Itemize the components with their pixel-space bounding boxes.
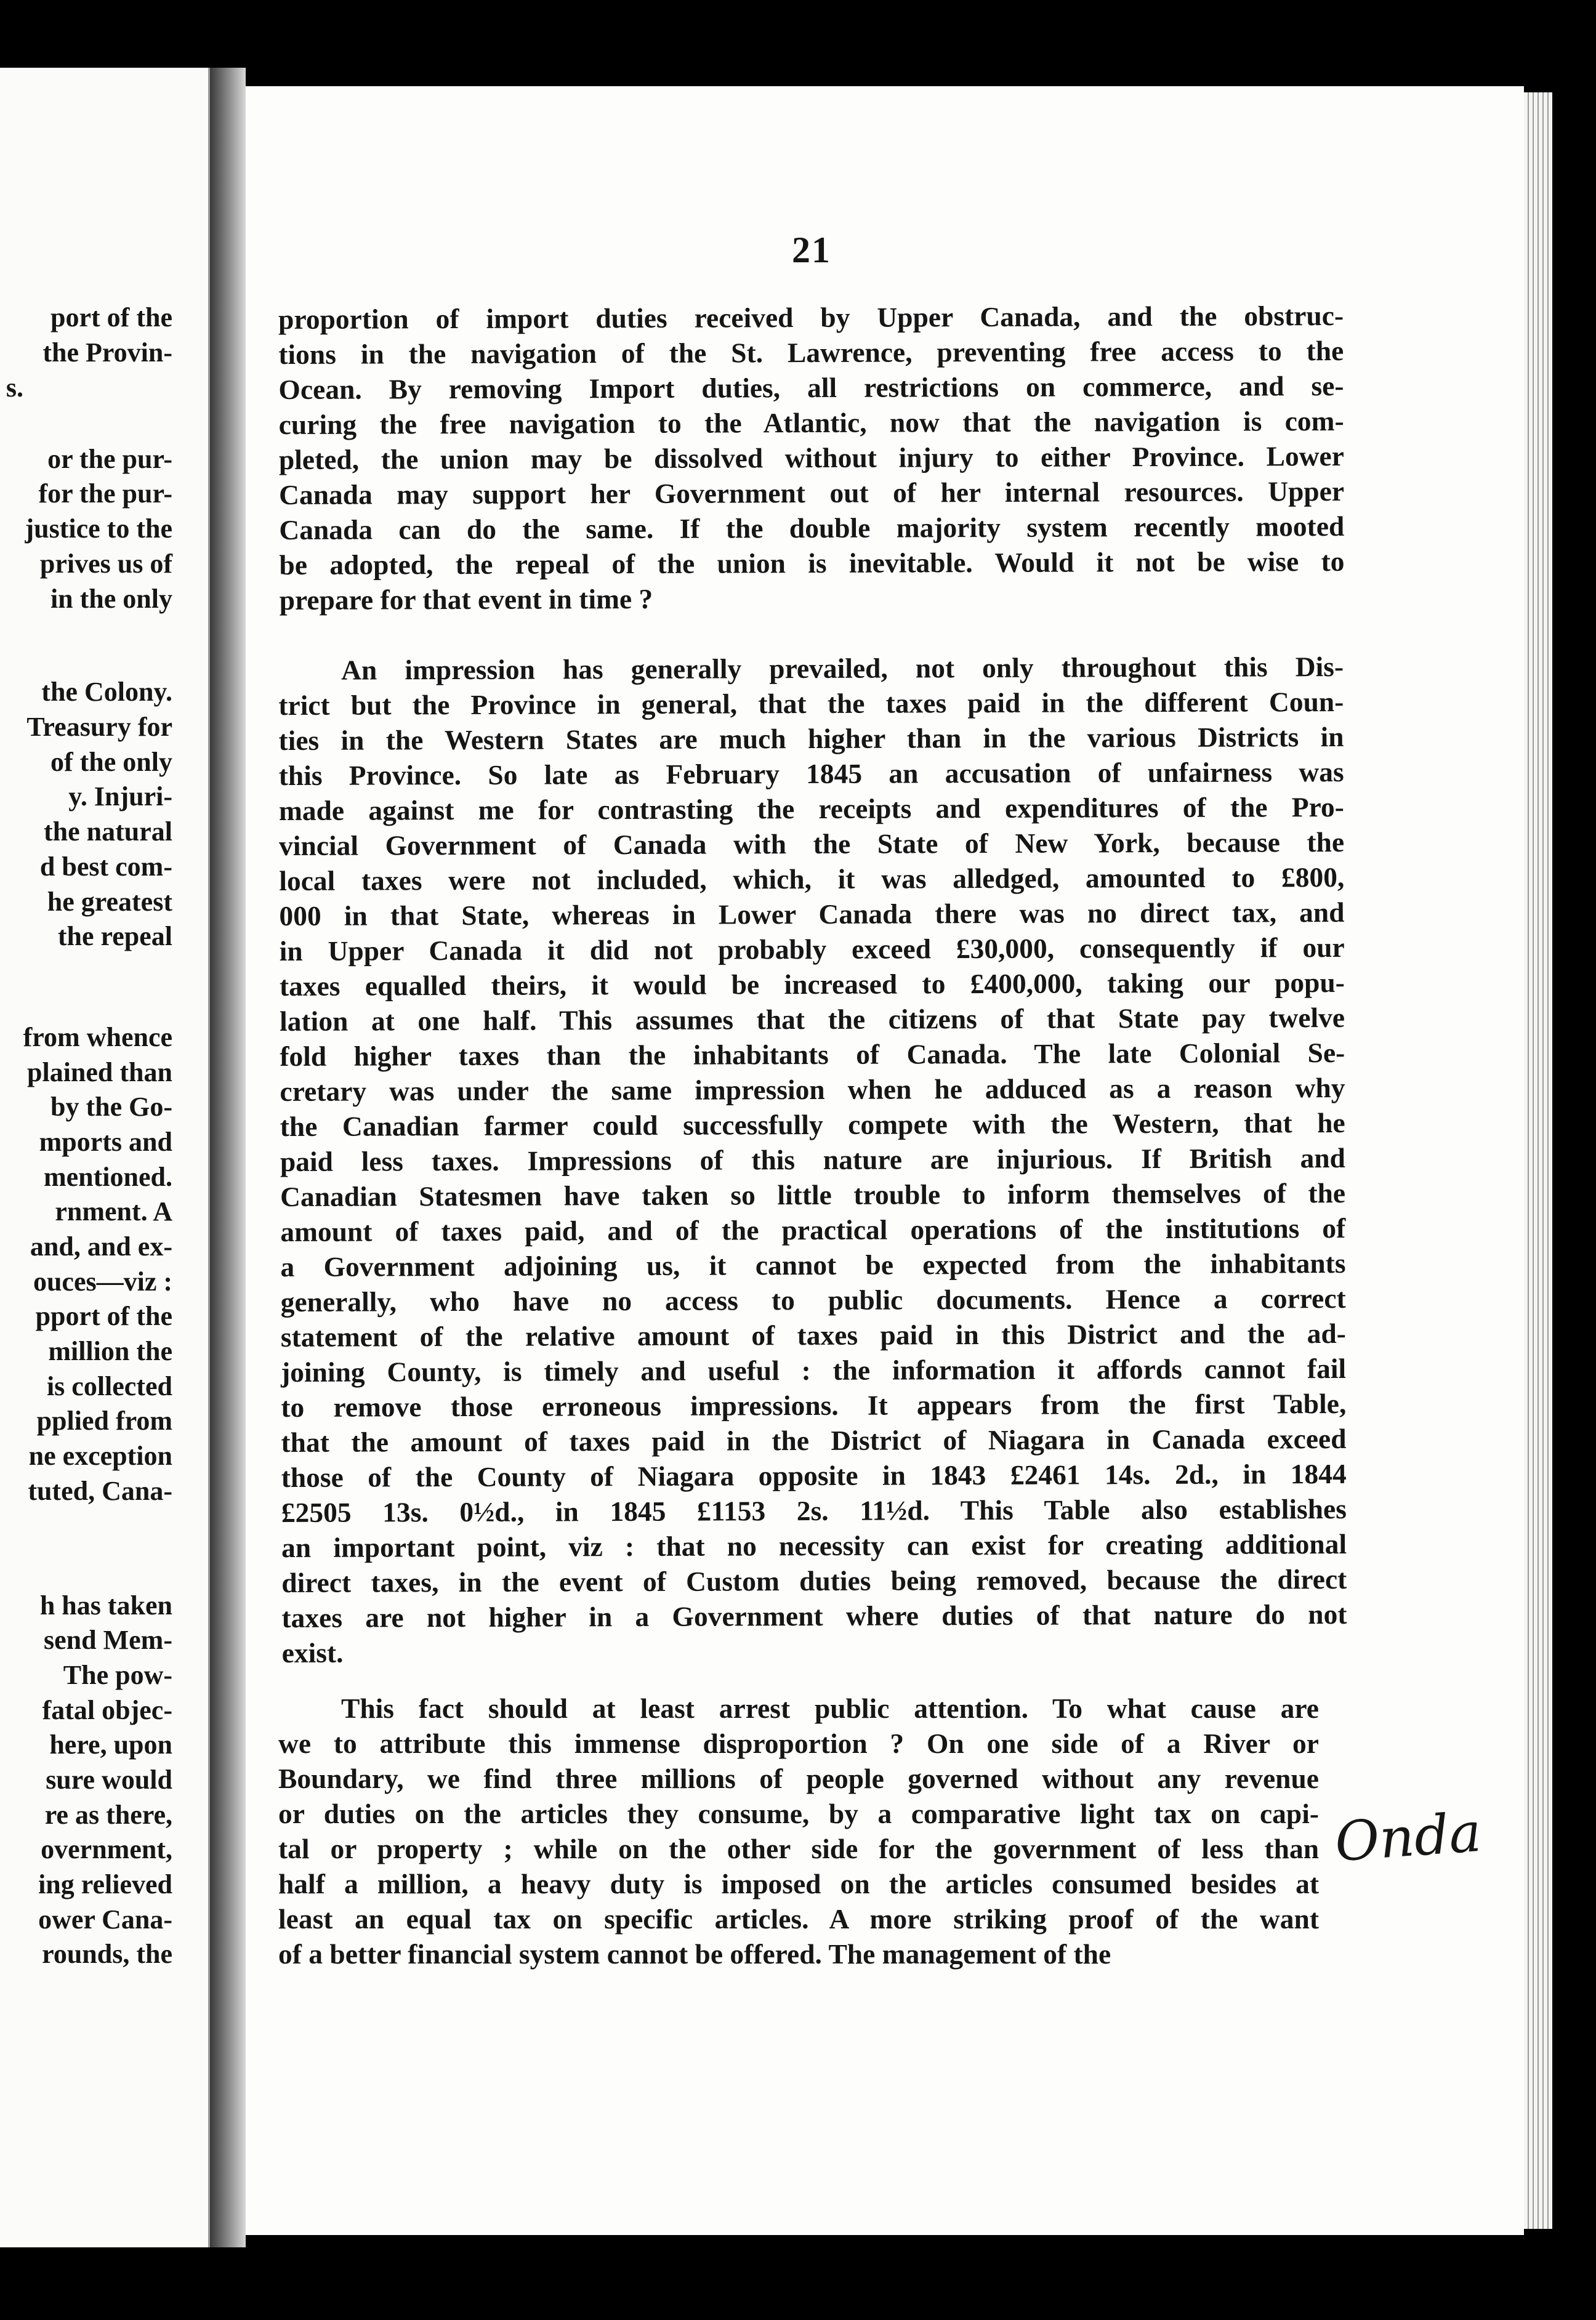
text-line: we to attribute this immense disproportion ? On one side of a River or	[278, 1728, 1319, 1759]
text-line: amount of taxes paid, and of the practical operations of the institutions of	[280, 1212, 1346, 1247]
left-page-line: send Mem-	[44, 1625, 172, 1655]
text-line: local taxes were not included, which, it was alledged, amounted to £800,	[279, 861, 1345, 896]
left-page-line: is collected	[46, 1371, 172, 1401]
text-line: cretary was under the same impression when he adduced as a reason why	[280, 1071, 1345, 1107]
page-number: 21	[792, 230, 831, 270]
left-page-line: tuted, Cana-	[28, 1476, 172, 1506]
text-line: in Upper Canada it did not probably exceed £30,000, consequently if our	[279, 931, 1345, 967]
left-page-line: mentioned.	[44, 1162, 172, 1192]
text-line: exist.	[281, 1637, 344, 1669]
left-page-line: Treasury for	[26, 712, 172, 742]
text-line: generally, who have no access to public documents. Hence a correct	[280, 1282, 1346, 1318]
text-line: taxes are not higher in a Government where duties of that nature do not	[281, 1598, 1347, 1633]
text-line: 000 in that State, whereas in Lower Canada there was no direct tax, and	[279, 896, 1345, 932]
left-page-line: and, and ex-	[30, 1231, 172, 1262]
left-page-line: ouces—viz :	[33, 1267, 172, 1297]
left-page-line: in the only	[50, 584, 172, 614]
left-page-line: sure would	[46, 1765, 172, 1795]
left-page-line: by the Go-	[50, 1092, 172, 1122]
text-line: made against me for contrasting the receipts and expenditures of the Pro-	[278, 791, 1344, 826]
left-page-line: fatal objec-	[42, 1695, 172, 1725]
text-line: Canadian Statesmen have taken so little trouble to inform themselves of the	[280, 1177, 1346, 1212]
text-line: half a million, a heavy duty is imposed on the articles consumed besides at	[278, 1868, 1319, 1899]
handwritten-margin-note: Onda	[1332, 1800, 1483, 1874]
text-line: An impression has generally prevailed, not only throughout this Dis-	[341, 650, 1344, 686]
text-line: fold higher taxes than the inhabitants of Canada. The late Colonial Se-	[280, 1036, 1345, 1072]
text-line: be adopted, the repeal of the union is inevitable. Would it not be wise to	[279, 545, 1345, 581]
text-line: or duties on the articles they consume, by a comparative light tax on capi-	[278, 1798, 1319, 1829]
left-page-line: pplied from	[36, 1406, 172, 1436]
text-line: those of the County of Niagara opposite in 1843 £2461 14s. 2d., in 1844	[281, 1457, 1347, 1493]
left-page-line: of the only	[50, 747, 172, 777]
left-page-line: ower Cana-	[38, 1904, 172, 1935]
text-line: statement of the relative amount of taxes paid in this District and the ad-	[280, 1317, 1346, 1353]
left-page-line: the repeal	[57, 921, 172, 951]
text-line: ties in the Western States are much higher than in the various Districts in	[278, 720, 1344, 756]
text-line: of a better financial system cannot be offered. The management of the	[278, 1938, 1111, 1970]
text-line: prepare for that event in time ?	[279, 582, 653, 616]
left-page-line: port of the	[50, 302, 172, 332]
text-line: pleted, the union may be dissolved without injury to either Province. Lower	[278, 440, 1344, 475]
left-page-line: d best com-	[39, 852, 172, 882]
left-page-line: overnment,	[41, 1834, 172, 1864]
text-line: Boundary, we find three millions of people governed without any revenue	[278, 1763, 1319, 1794]
left-page-line: the natural	[44, 816, 172, 847]
text-line: tions in the navigation of the St. Lawrence, preventing free access to the	[278, 334, 1344, 370]
page-edges	[1524, 92, 1552, 2229]
left-page-line: re as there,	[44, 1800, 172, 1830]
left-page-line: ne exception	[28, 1441, 172, 1471]
left-page-line: h has taken	[39, 1590, 172, 1621]
text-line: this Province. So late as February 1845 an accusation of unfairness was	[278, 755, 1344, 791]
text-line: paid less taxes. Impressions of this nature are injurious. If British and	[280, 1142, 1345, 1177]
left-page-line: for the pur-	[38, 478, 172, 509]
text-line: taxes equalled theirs, it would be increased to £400,000, taking our popu-	[279, 966, 1345, 1002]
left-page-line: the Provin-	[42, 337, 172, 368]
text-line: vincial Government of Canada with the State of New York, because the	[279, 826, 1345, 861]
left-page-line: he greatest	[47, 887, 172, 917]
paragraph-3	[278, 1691, 1319, 1972]
text-line: trict but the Province in general, that the taxes paid in the different Coun-	[278, 685, 1344, 721]
left-page-line: ing relieved	[38, 1869, 172, 1899]
left-page-line: from whence	[23, 1022, 172, 1052]
left-page-line: plained than	[27, 1057, 172, 1087]
text-line: joining County, is timely and useful : the information it affords cannot fail	[280, 1352, 1347, 1388]
left-page-line: rounds, the	[42, 1939, 172, 1969]
left-page-line: here, upon	[49, 1730, 172, 1760]
text-line: £2505 13s. 0½d., in 1845 £1153 2s. 11½d. This Table also establishes	[281, 1492, 1347, 1528]
text-line: lation at one half. This assumes that the citizens of that State pay twelve	[280, 1001, 1345, 1037]
left-page-line: justice to the	[25, 514, 172, 544]
text-line: curing the free navigation to the Atlantic, now that the navigation is com-	[278, 405, 1344, 440]
text-line: a Government adjoining us, it cannot be expected from the inhabitants	[280, 1247, 1346, 1283]
left-page-line: or the pur-	[47, 444, 172, 474]
text-line: to remove those erroneous impressions. It appears from the first Table,	[281, 1387, 1347, 1423]
text-line: an important point, viz : that no necessity can exist for creating additional	[281, 1528, 1347, 1563]
paragraph-1	[278, 298, 1345, 618]
paragraph-2	[278, 649, 1347, 1670]
left-page-line: y. Injuri-	[68, 781, 172, 812]
left-page-line: rnment. A	[55, 1196, 172, 1226]
left-page-fragment	[0, 68, 210, 2247]
text-line: least an equal tax on specific articles. A more striking proof of the want	[278, 1903, 1319, 1935]
text-line: proportion of import duties received by Upper Canada, and the obstruc-	[278, 299, 1344, 335]
left-page-line: million the	[48, 1336, 172, 1366]
text-line: tal or property ; while on the other side for the government of less than	[278, 1833, 1319, 1864]
text-line: that the amount of taxes paid in the District of Niagara in Canada exceed	[281, 1422, 1347, 1458]
text-line: direct taxes, in the event of Custom duties being removed, because the direct	[281, 1563, 1347, 1598]
left-page-line: s.	[6, 373, 23, 403]
text-line: Ocean. By removing Import duties, all restrictions on commerce, and se-	[278, 369, 1344, 405]
left-page-line: pport of the	[35, 1301, 172, 1331]
book-gutter	[210, 68, 246, 2247]
text-line: Canada can do the same. If the double majority system recently mooted	[279, 510, 1345, 546]
text-line: Canada may support her Government out of her internal resources. Upper	[279, 475, 1345, 510]
left-page-line: mports and	[39, 1127, 172, 1157]
left-page-line: the Colony.	[41, 677, 172, 707]
left-page-line: The pow-	[63, 1660, 172, 1690]
left-page-line: prives us of	[39, 549, 172, 579]
text-line: This fact should at least arrest public attention. To what cause are	[341, 1693, 1319, 1724]
text-line: the Canadian farmer could successfully compete with the Western, that he	[280, 1106, 1345, 1142]
